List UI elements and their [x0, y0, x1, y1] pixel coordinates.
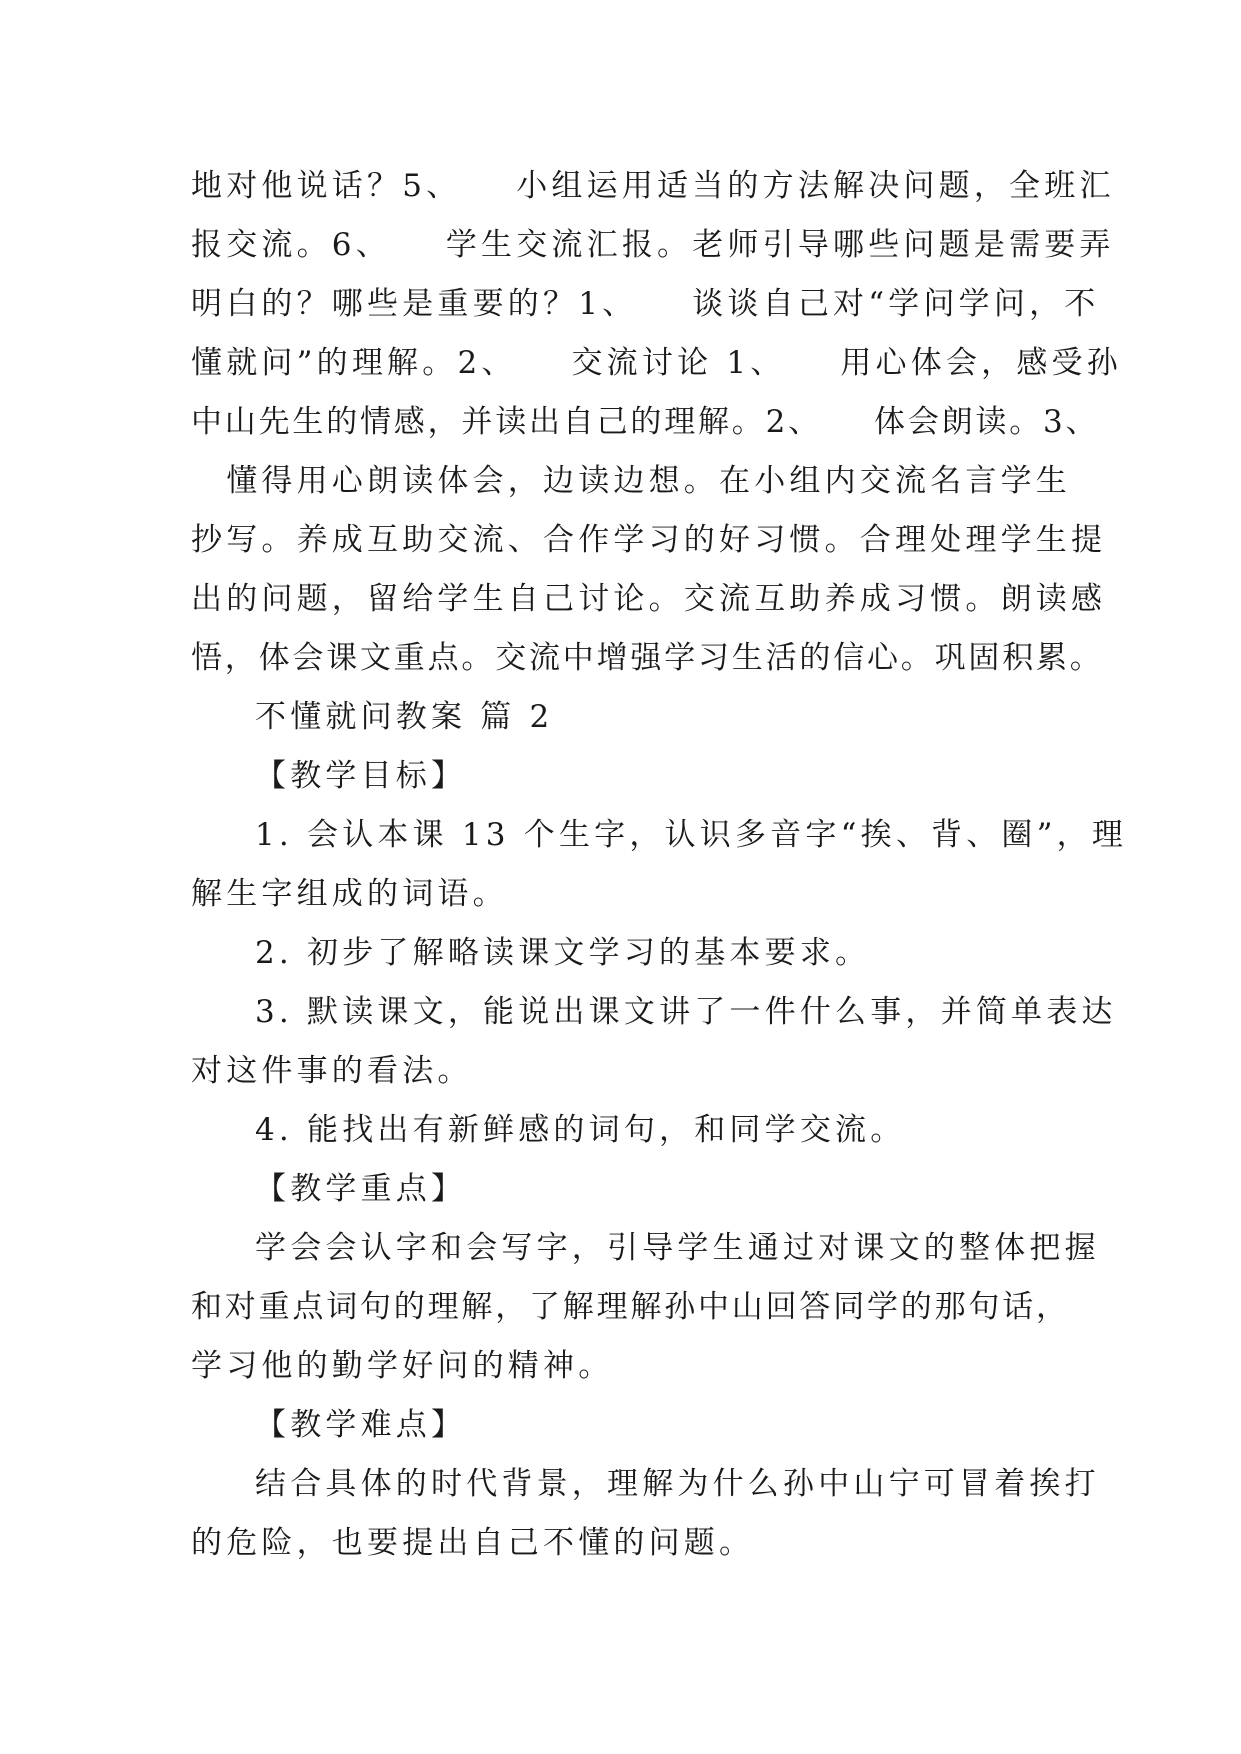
text-line: 解生字组成的词语。: [191, 876, 508, 912]
text-line: 的危险，也要提出自己不懂的问题。: [191, 1525, 755, 1561]
paragraph-line: 结合具体的时代背景，理解为什么孙中山宁可冒着挨打: [255, 1466, 1100, 1502]
text-line: 懂就问”的理解。2、 交流讨论 1、 用心体会，感受孙: [191, 345, 1122, 381]
list-item: 1. 会认本课 13 个生字，认识多音字“挨、背、圈”，理: [255, 817, 1128, 853]
heading-teaching-focus: 【教学重点】: [255, 1171, 467, 1207]
text-line: 对这件事的看法。: [191, 1053, 473, 1089]
text-line: 明白的？哪些是重要的？1、 谈谈自己对“学问学问，不: [191, 286, 1100, 322]
text-line: 地对他说话？5、 小组运用适当的方法解决问题，全班汇: [191, 168, 1115, 204]
text-line: 悟，体会课文重点。交流中增强学习生活的信心。巩固积累。: [191, 640, 1104, 676]
paragraph-line: 学会会认字和会写字，引导学生通过对课文的整体把握: [255, 1230, 1100, 1266]
heading-teaching-goals: 【教学目标】: [255, 758, 467, 794]
text-line: 懂得用心朗读体会，边读边想。在小组内交流名言学生: [191, 463, 1071, 499]
heading-teaching-difficulty: 【教学难点】: [255, 1407, 467, 1443]
list-item: 2. 初步了解略读课文学习的基本要求。: [255, 935, 871, 971]
text-line: 中山先生的情感，并读出自己的理解。2、 体会朗读。3、: [191, 404, 1100, 440]
text-line: 和对重点词句的理解，了解理解孙中山回答同学的那句话，: [191, 1289, 1070, 1325]
list-item: 4. 能找出有新鲜感的词句，和同学交流。: [255, 1112, 906, 1148]
section-title: 不懂就问教案 篇 2: [255, 699, 554, 735]
text-line: 抄写。养成互助交流、合作学习的好习惯。合理处理学生提: [191, 522, 1107, 558]
text-line: 报交流。6、 学生交流汇报。老师引导哪些问题是需要弄: [191, 227, 1115, 263]
text-line: 学习他的勤学好问的精神。: [191, 1348, 614, 1384]
list-item: 3. 默读课文，能说出课文讲了一件什么事，并简单表达: [255, 994, 1117, 1030]
text-line: 出的问题，留给学生自己讨论。交流互助养成习惯。朗读感: [191, 581, 1107, 617]
